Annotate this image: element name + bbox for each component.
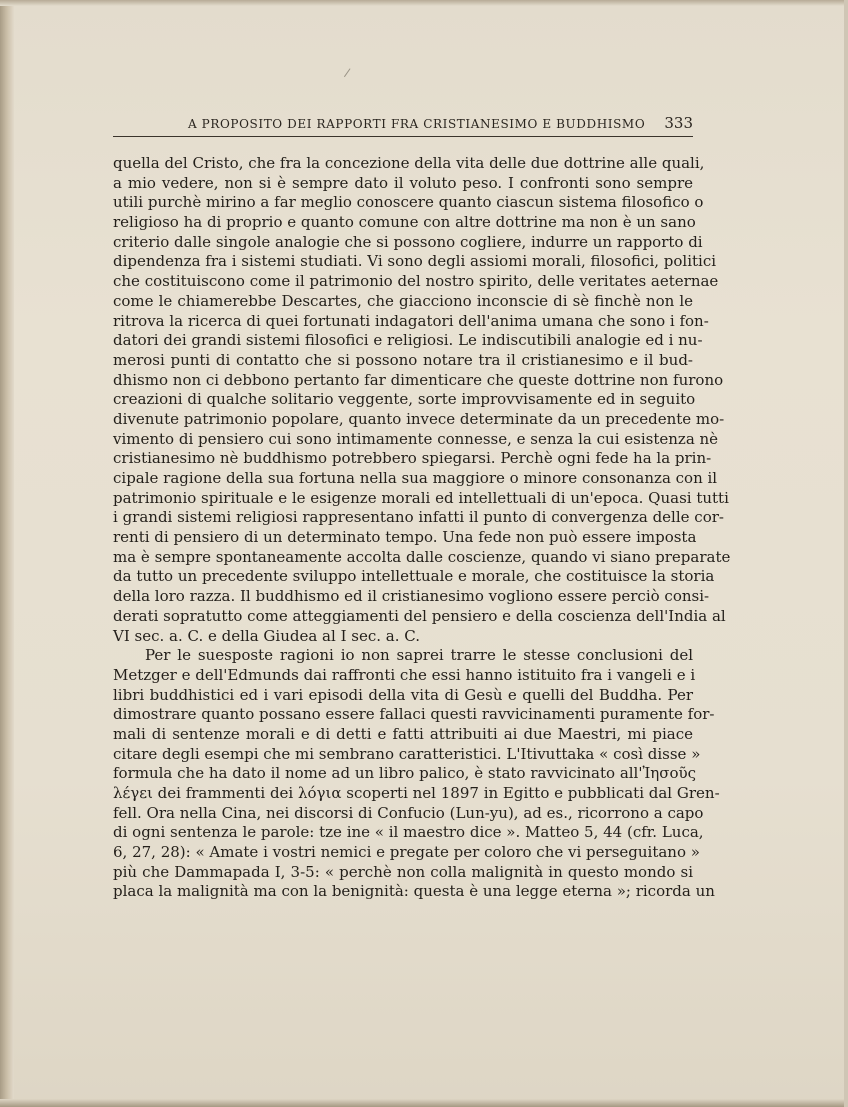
text-line: cipale ragione della sua fortuna nella sua maggiore o minore consonanza con il: [113, 469, 718, 487]
text-line: creazioni di qualche solitario veggente, sorte improvvisamente ed in seguito: [113, 390, 696, 409]
page-right-edge: [844, 0, 848, 1107]
text-line: da tutto un precedente sviluppo intellettuale e morale, che costituisce la storia: [113, 567, 715, 586]
text-line: ma è sempre spontaneamente accolta dalle coscienze, quando vi siano preparate: [113, 547, 731, 566]
text-line: Per le suesposte ragioni io non saprei trarre le stesse conclusioni del: [145, 646, 693, 665]
text-line: renti di pensiero di un determinato tempo. Una fede non può essere imposta: [113, 528, 697, 547]
text-line: libri buddhistici ed i vari episodi della vita di Gesù e quelli del Buddha. Per: [113, 685, 693, 704]
text-line: ritrova la ricerca di quei fortunati indagatori dell'anima umana che sono i fon-: [113, 311, 709, 330]
text-line: datori dei grandi sistemi filosofici e religiosi. Le indiscutibili analogie ed i nu-: [113, 331, 703, 350]
running-title: A PROPOSITO DEI RAPPORTI FRA CRISTIANESIMO E BUDDHISMO: [188, 117, 646, 131]
text-line: di ogni sentenza le parole: tze ine « il maestro dice ». Matteo 5, 44 (cfr. Luca,: [113, 823, 704, 842]
text-line: quella del Cristo, che fra la concezione della vita delle due dottrine alle quali,: [113, 154, 705, 172]
text-line: placa la malignità ma con la benignità: questa è una legge eterna »; ricorda un: [113, 882, 715, 901]
text-line: fell. Ora nella Cina, nei discorsi di Confucio (Lun-yu), ad es., ricorrono a capo: [113, 803, 704, 822]
text-line: che costituiscono come il patrimonio del nostro spirito, delle veritates aeternae: [113, 272, 719, 291]
text-line: vimento di pensiero cui sono intimamente connesse, e senza la cui esistenza nè: [113, 429, 719, 448]
text-line: a mio vedere, non si è sempre dato il voluto peso. I confronti sono sempre: [113, 173, 693, 192]
page-number: 333: [664, 114, 693, 132]
page-bottom-edge: [0, 1099, 848, 1107]
text-line: Metzger e dell'Edmunds dai raffronti che essi hanno istituito fra i vangeli e i: [113, 665, 696, 684]
text-line: della loro razza. Il buddhismo ed il cristianesimo vogliono essere perciò consi-: [113, 587, 710, 606]
text-line: divenute patrimonio popolare, quanto invece determinate da un precedente mo-: [113, 409, 725, 428]
text-line: citare degli esempi che mi sembrano caratteristici. L'Itivuttaka « così disse »: [113, 744, 701, 763]
text-line: utili purchè mirino a far meglio conoscere quanto ciascun sistema filosofico o: [113, 193, 704, 212]
text-line: 6, 27, 28): « Amate i vostri nemici e pregate per coloro che vi perseguitano »: [113, 843, 700, 862]
text-line: criterio dalle singole analogie che si possono cogliere, indurre un rapporto di: [113, 232, 703, 251]
text-line: VI sec. a. C. e della Giudea al I sec. a. C.: [113, 626, 420, 645]
text-line: come le chiamerebbe Descartes, che giacciono inconscie di sè finchè non le: [113, 291, 693, 310]
text-line: merosi punti di contatto che si possono notare tra il cristianesimo e il bud-: [113, 350, 693, 369]
pencil-mark: [344, 68, 357, 81]
text-line: religioso ha di proprio e quanto comune con altre dottrine ma non è un sano: [113, 213, 696, 232]
running-head: [113, 114, 693, 134]
text-line: derati sopratutto come atteggiamenti del pensiero e della coscienza dell'India al: [113, 606, 726, 625]
body-text: [113, 154, 731, 902]
page-edge-shadow: [0, 0, 14, 1107]
text-line: mali di sentenze morali e di detti e fatti attribuiti ai due Maestri, mi piace: [113, 724, 693, 743]
text-line: patrimonio spirituale e le esigenze morali ed intellettuali di un'epoca. Quasi tutti: [113, 488, 729, 507]
text-line: dhismo non ci debbono pertanto far dimenticare che queste dottrine non furono: [113, 370, 724, 389]
page-top-edge: [0, 0, 848, 6]
header-rule: [113, 136, 693, 137]
text-line: cristianesimo nè buddhismo potrebbero spiegarsi. Perchè ogni fede ha la prin-: [113, 449, 712, 468]
text-line: i grandi sistemi religiosi rappresentano infatti il punto di convergenza delle cor-: [113, 508, 724, 527]
text-line: formula che ha dato il nome ad un libro palico, è stato ravvicinato all'Ἰησοῦς: [113, 764, 697, 783]
text-line: più che Dammapada I, 3-5: « perchè non colla malignità in questo mondo si: [113, 862, 693, 881]
text-line: dimostrare quanto possano essere fallaci questi ravvicinamenti puramente for-: [113, 705, 715, 724]
text-line: dipendenza fra i sistemi studiati. Vi sono degli assiomi morali, filosofici, politici: [113, 252, 717, 271]
text-line: λέγει dei frammenti dei λόγια scoperti nel 1897 in Egitto e pubblicati dal Gren-: [113, 784, 720, 802]
